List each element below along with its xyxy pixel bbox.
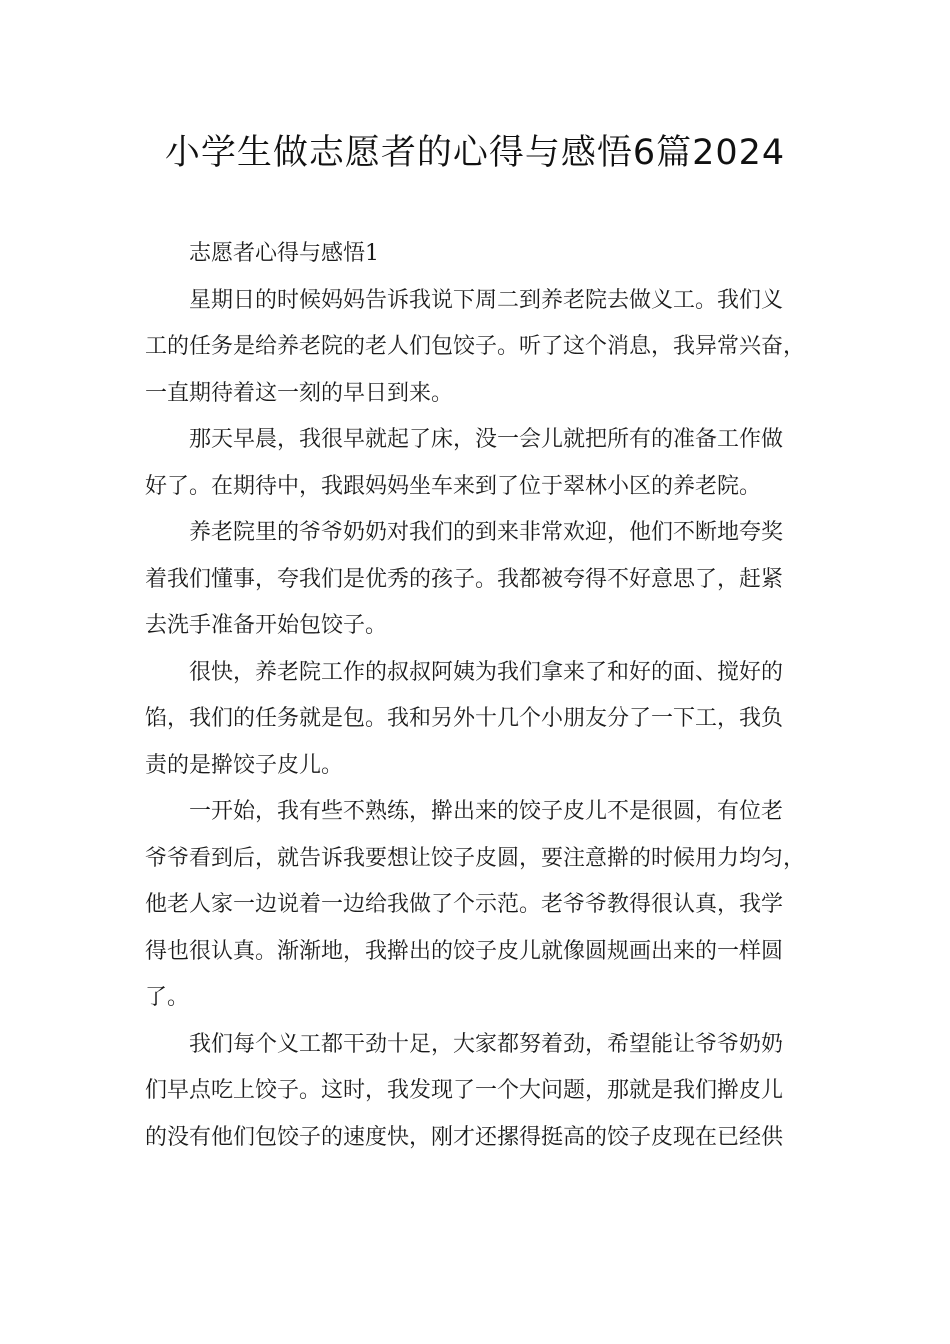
paragraph: 我们每个义工都干劲十足，大家都努着劲，希望能让爷爷奶奶 们早点吃上饺子。这时，我发现了一个大问题，那就是我们擀皮儿 的没有他们包饺子的速度快，刚才还摞得挺高的饺子皮现在已经供 <box>145 1031 784 1150</box>
section-heading: 志愿者心得与感悟1 <box>189 241 379 266</box>
document-body <box>145 231 811 1161</box>
paragraph: 那天早晨，我很早就起了床，没一会儿就把所有的准备工作做 好了。在期待中，我跟妈妈坐车来到了位于翠林小区的养老院。 <box>145 427 784 499</box>
paragraph: 很快，养老院工作的叔叔阿姨为我们拿来了和好的面、搅好的 馅，我们的任务就是包。我和另外十几个小朋友分了一下工，我负 责的是擀饺子皮儿。 <box>145 659 784 778</box>
paragraph: 养老院里的爷爷奶奶对我们的到来非常欢迎，他们不断地夸奖 着我们懂事，夸我们是优秀的孩子。我都被夸得不好意思了，赶紧 去洗手准备开始包饺子。 <box>145 520 784 638</box>
paragraph: 星期日的时候妈妈告诉我说下周二到养老院去做义工。我们义 工的任务是给养老院的老人们包饺子。听了这个消息，我异常兴奋， 一直期待着这一刻的早日到来。 <box>145 287 806 406</box>
paragraph: 一开始，我有些不熟练，擀出来的饺子皮儿不是很圆，有位老 爷爷看到后，就告诉我要想让饺子皮圆，要注意擀的时候用力均匀， 他老人家一边说着一边给我做了个示范。老爷爷教得很认真，我学 得也很认真。渐渐地，我擀出的饺子皮儿就像圆规画出来的一样圆 了。 <box>145 799 806 1010</box>
document-title: 小学生做志愿者的心得与感悟6篇2024 <box>164 133 786 173</box>
